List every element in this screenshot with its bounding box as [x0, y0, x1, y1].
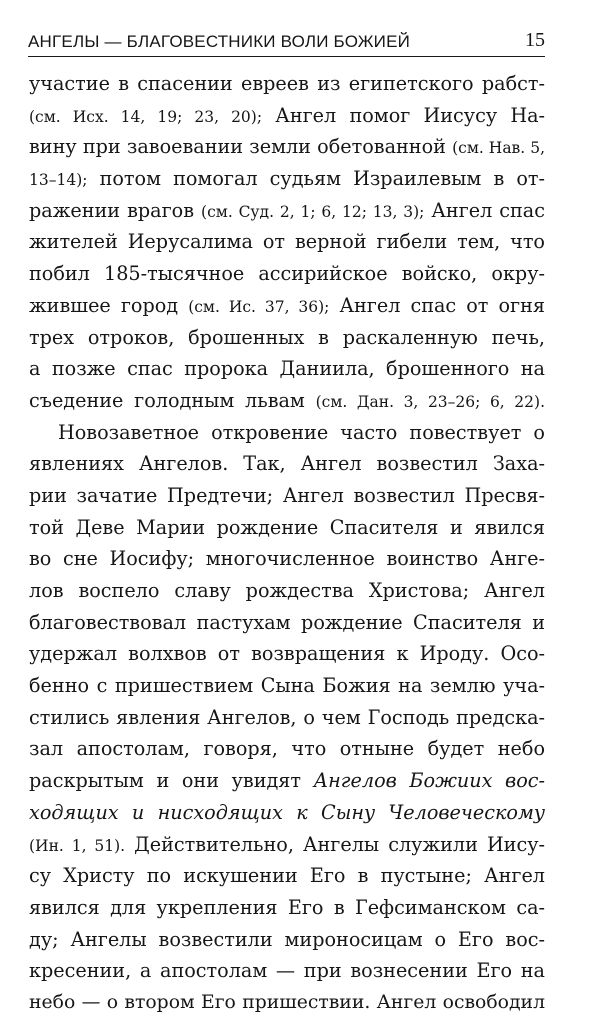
- text-line: [29, 480, 545, 512]
- line-text: той Деве Марии рождение Спасителя и явился: [29, 515, 545, 539]
- text-line: [29, 892, 545, 924]
- body-text: [29, 68, 545, 1019]
- text-line: [29, 702, 545, 734]
- line-text: Ангел помог Иисусу На-: [262, 103, 546, 127]
- line-text: благовествовал пастухам рождение Спасителя и: [29, 610, 545, 634]
- paragraph-first-line: [29, 417, 545, 449]
- text-line: [29, 322, 545, 354]
- italic-quote: Ангелов Божиих вос-: [313, 769, 545, 793]
- line-text: удержал волхвов от возвращения к Ироду. Осо-: [29, 642, 545, 666]
- text-line: [29, 163, 545, 195]
- text-line: [29, 607, 545, 639]
- line-text: потом помогал судьям Израилевым в от-: [87, 167, 545, 191]
- text-line: [29, 829, 545, 861]
- bible-reference: (см. Дан. 3, 23–26; 6, 22).: [315, 392, 546, 411]
- line-text: кресении, а апостолам — при вознесении Его на: [29, 959, 545, 983]
- line-text: небо — о втором Его пришествии. Ангел освободил: [29, 991, 545, 1013]
- line-text: явлениях Ангелов. Так, Ангел возвестил Заха-: [29, 452, 545, 476]
- line-text: трех отроков, брошенных в раскаленную печь,: [29, 325, 545, 349]
- text-line: [29, 638, 545, 670]
- line-text: участие в спасении евреев из египетского рабст-: [29, 72, 545, 95]
- text-line: [29, 733, 545, 765]
- bible-reference: (см. Исх. 14, 19; 23, 20);: [29, 107, 263, 126]
- text-line: [29, 924, 545, 956]
- bible-reference: (Ин. 1, 51).: [29, 836, 126, 855]
- bible-reference: 13–14);: [29, 171, 88, 190]
- line-text: зал апостолам, говоря, что отныне будет небо: [29, 737, 545, 761]
- line-text: бенно с пришествием Сына Божия на землю уча-: [29, 674, 545, 698]
- text-line: [29, 226, 545, 258]
- line-text: лов воспело славу рождества Христова; Ангел: [29, 579, 545, 602]
- line-text: побил 185-тысячное ассирийское войско, окру-: [29, 262, 545, 286]
- text-line: [29, 512, 545, 544]
- line-text: раскрытым и они увидят: [29, 769, 314, 793]
- text-line: [29, 68, 545, 100]
- text-line: [29, 131, 545, 163]
- line-text: Ангел спас от огня: [329, 293, 545, 317]
- line-text: су Христу по искушении Его в пустыне; Ангел: [29, 864, 545, 888]
- line-text: жителей Иерусалима от верной гибели тем, что: [29, 230, 545, 254]
- line-text: рии зачатие Предтечи; Ангел возвестил Пресвя-: [29, 483, 545, 507]
- page-header: [28, 30, 545, 57]
- line-text: Новозаветное откровение часто повествует о: [58, 420, 545, 444]
- text-line: [29, 543, 545, 575]
- line-text: Ангел спас: [424, 198, 545, 222]
- bible-reference: (см. Ис. 37, 36);: [188, 297, 330, 316]
- text-line: [29, 575, 545, 607]
- line-text: ражении врагов: [29, 198, 202, 222]
- text-line: [29, 670, 545, 702]
- bible-reference: (см. Нав. 5,: [452, 139, 545, 158]
- text-line: [29, 765, 545, 797]
- text-line: [29, 955, 545, 987]
- line-text: жившее город: [29, 293, 189, 317]
- text-line: [29, 860, 545, 892]
- line-text: съедение голодным львам: [29, 388, 316, 412]
- line-text: вину при завоевании земли обетованной: [29, 135, 453, 159]
- italic-quote: ходящих и нисходящих к Сыну Человеческому: [29, 800, 545, 824]
- running-title: АНГЕЛЫ — БЛАГОВЕСТНИКИ ВОЛИ БОЖИЕЙ: [28, 32, 411, 51]
- line-text: ду; Ангелы возвестили мироносицам о Его вос-: [29, 927, 545, 951]
- line-text: стились явления Ангелов, о чем Господь предска-: [29, 705, 545, 729]
- bible-reference: (см. Суд. 2, 1; 6, 12; 13, 3);: [201, 202, 425, 221]
- page-number: 15: [525, 29, 545, 51]
- text-line: [29, 987, 545, 1019]
- text-line: [29, 258, 545, 290]
- text-line: [29, 353, 545, 385]
- line-text: явился для укрепления Его в Гефсиманском са-: [29, 895, 545, 919]
- text-line: [29, 385, 545, 417]
- text-line: [29, 290, 545, 322]
- text-line: [29, 100, 545, 132]
- line-text: Действительно, Ангелы служили Иису-: [125, 832, 545, 856]
- line-text: а позже спас пророка Даниила, брошенного на: [29, 357, 545, 381]
- text-line: [29, 797, 545, 829]
- text-line: [29, 448, 545, 480]
- text-line: [29, 195, 545, 227]
- line-text: во сне Иосифу; многочисленное воинство Анге-: [29, 547, 545, 571]
